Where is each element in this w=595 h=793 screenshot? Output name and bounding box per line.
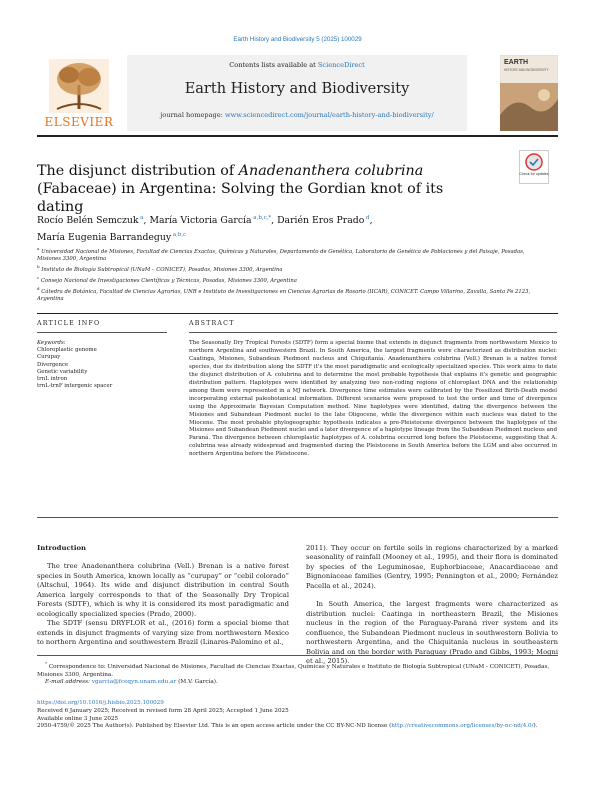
article-info-rule (37, 313, 558, 314)
correspondence-text (37, 660, 558, 679)
footnote-rule (37, 655, 558, 656)
doi-link[interactable]: https://doi.org/10.1016/j.hisbio.2025.100029 (37, 700, 164, 706)
body-column-right (306, 544, 558, 666)
article-info-underline (37, 332, 167, 333)
author-affiliation-marker[interactable]: a,b,c (171, 232, 187, 239)
keyword-item: Curupay (37, 354, 61, 361)
keyword-item: Genetic variability (37, 368, 88, 375)
affiliation-text: Cátedra de Botánica, Facultad de Ciencias Agrarias, UNR e Instituto de Investigaciones en Ciencias Agrarias de Rosario (IICAR), CONICET. Campo Villarino, Zavalla, Santa Fe 2123, Argentina (37, 288, 531, 303)
footnote-asterisk: * (45, 661, 47, 666)
elsevier-logo[interactable] (37, 55, 121, 131)
sciencedirect-link[interactable]: ScienceDirect (317, 61, 365, 69)
affiliation-marker: d (37, 286, 40, 292)
affiliation-item (37, 263, 537, 274)
affiliation-text: Universidad Nacional de Misiones, Facultad de Ciencias Exactas, Químicas y Naturales, Departamento de Genética, Laboratorio de Genética de Poblaciones y del Paisaje, Posadas, Misiones 3300, Argentina (37, 248, 525, 262)
intro-paragraph-2: The SDTF (sensu DRYFLOR et al., (2016) form a special biome that extends in disjunct fragments of varying size from northwestern Mexico to northern Argentina and southwestern Brazil (Linares-Palomino et al., (37, 619, 289, 647)
keywords-label: Keywords: (37, 340, 66, 346)
homepage-link[interactable]: www.sciencedirect.com/journal/earth-history-and-biodiversity/ (225, 111, 434, 119)
keyword-item: trnL intron (37, 376, 68, 383)
affiliation-text: Consejo Nacional de Investigaciones Científicas y Técnicas, Posadas, Misiones 3300, Argentina (39, 277, 297, 284)
affiliation-item (37, 245, 537, 263)
intro-paragraph-3: 2011). They occur on fertile soils in regions characterized by a marked seasonality of rainfall (Mooney et al., 1995), and their flora is dominated by species of the Leguminosae, Euphorbiaceae, Anacardiaceae and Bignoniaceae families (Gentry, 1995; Pennington et al., 2000; Fernández Pacella et al., 2024). (306, 544, 558, 590)
intro-paragraph-4: In South America, the largest fragments were characterized as distribution nuclei: Caatinga in northeastern Brazil, the Misiones nucleus in the region of the Paraguay-Paraná river system and its confluence, the Subandean Piedmont nucleus in southwestern Bolivia to northwestern Argentina, and the Chiquitanía nucleus in southeastern Bolivia and on the border with Paraguay (Prado and Gibbs, 1993; Mogni et al., 2015). (306, 600, 558, 665)
available-online-date: Available online 3 June 2025 (37, 715, 119, 722)
journal-header (37, 55, 558, 133)
header-rule (37, 135, 558, 137)
cover-title: EARTH (504, 59, 529, 66)
correspondence-footnote (37, 660, 558, 687)
keyword-item: trnL-trnF intergenic spacer (37, 383, 113, 390)
journal-citation-link[interactable]: Earth History and Biodiversity 5 (2025) 100029 (233, 36, 362, 43)
keyword-item: Chloroplastic genome (37, 347, 97, 354)
introduction-heading: Introduction (37, 544, 87, 552)
article-footer (37, 700, 558, 731)
correspondence-line: Correspondence to: Universidad Nacional de Misiones, Facultad de Ciencias Exactas, Químicas y Naturales e Instituto de Biología Subtropical (UNaM - CONICET), Posadas, Misiones 3300, Argentina. (37, 663, 550, 678)
journal-name: Earth History and Biodiversity (184, 81, 410, 97)
homepage-prefix: journal homepage: (160, 111, 225, 119)
check-updates-icon (519, 150, 549, 184)
cover-image-icon (500, 55, 558, 131)
abstract-underline (189, 332, 557, 333)
email-suffix: (M.V. García). (178, 679, 218, 686)
affiliation-item (37, 274, 537, 285)
author-name[interactable]: María Victoria García (149, 215, 252, 227)
author-name[interactable]: María Eugenia Barrandeguy (37, 232, 172, 244)
author-separator: , (271, 215, 278, 227)
author-affiliation-marker[interactable]: a,b,c,* (251, 215, 272, 221)
affiliation-item (37, 285, 537, 303)
abstract-text: The Seasonally Dry Tropical Forests (SDTF) form a special biome that extends in disjunct fragments from northwestern Mexico to northern Argentina and southwestern Brazil. In South America, the largest fragments were characterized as distribution nuclei: Caatinga, Misiones, Subandean Piedmont nucleus and Chiquitanía. Anadenanthera colubrina (Vell.) Brenan is a native forest species, due its distribution along the SDTF it’s the most paradigmatic and ecologically specialized species. This work aims to date the disjunct distribution of A. colubrina and to determine the most probable hypothesis that explains it’s genetic and geographic distribution pattern. Haplotypes were identified by analyzing two non-coding regions of chloroplast DNA and the relationship among them were represented in a MJ network. Divergence time estimates were calibrated by the Fossilized Birth-Death model incorporating external paleobotanical information. Different scenarios were proposed to test the order and time of divergence using the Approximate Bayesian Computation method. Nine haplotypes were identified, dating the divergence between the Misiones and Subandean Piedmont nuclei to the late Oligocene, while the divergence within each nucleus was dated to the Miocene. The most probable phylogeographic hypothesis indicates a pre-Pleistocene divergence between the haplotypes of the Misiones and Subandean Piedmont nuclei and a later divergence of a haplotype lineage from the Subandean Piedmont nucleus and Paraná. The divergence between chloroplastic haplotypes of A. colubrina occurred long before the Pleistocene, suggesting that A. colubrina was already widespread and fragmented during the Pleistocene in South America before the LGM and also occurred in northern Argentina before the Pleistocene. (189, 340, 557, 458)
title-part2: (Fabaceae) in Argentina: Solving the Gordian knot of its dating (37, 181, 444, 215)
affiliation-text: Instituto de Biología Subtropical (UNaM – CONICET), Posadas, Misiones 3300, Argentina (39, 266, 283, 273)
email-link[interactable]: vgarcia@fceqyn.unam.edu.ar (91, 679, 177, 686)
license-link[interactable]: http://creativecommons.org/licenses/by-nc-nd/4.0/ (391, 723, 534, 730)
author-affiliation-marker[interactable]: a (138, 215, 144, 221)
author-separator: , (143, 215, 150, 227)
keywords-list (37, 347, 167, 390)
abstract-bottom-rule (37, 517, 558, 518)
homepage-line (127, 111, 467, 119)
keyword-item: Divergence (37, 361, 69, 368)
author-affiliation-marker[interactable]: d (364, 215, 370, 221)
masthead-box (127, 55, 467, 131)
intro-paragraph-1: The tree Anadenanthera colubrina (Vell.) Brenan is a native forest species in South America, known locally as “curupay” or “cebil colorado” (Altschul, 1964). Its wide and disjunct distribution in central South America largely corresponds to that of the Seasonally Dry Tropical Forests (SDTF), which is why it is considered its most paradigmatic and ecologically specialized species (Prado, 2000). (37, 562, 289, 618)
contents-prefix: Contents lists available at (229, 61, 318, 69)
keywords-block (37, 340, 167, 390)
author-name[interactable]: Darién Eros Prado (277, 215, 365, 227)
email-label: E-mail address: (45, 679, 90, 686)
license-suffix: ). (533, 723, 538, 730)
received-dates: Received 6 January 2025; Received in revised form 28 April 2025; Accepted 1 June 2025 (37, 707, 289, 714)
elsevier-wordmark: ELSEVIER (44, 115, 114, 129)
article-info-heading: ARTICLE INFO (37, 320, 101, 327)
check-updates-label: Check for updates (519, 172, 549, 176)
cover-subtitle: HISTORY AND BIODIVERSITY (504, 68, 549, 72)
author-separator: , (369, 215, 373, 227)
email-line (37, 679, 558, 687)
affiliation-marker: b (37, 264, 40, 270)
journal-cover-thumbnail[interactable] (500, 55, 558, 131)
author-list (37, 211, 537, 245)
license-prefix: 2950-4759/© 2025 The Author(s). Published by Elsevier Ltd. This is an open access article under the CC BY-NC-ND license ( (37, 723, 392, 730)
affiliation-marker: a (37, 246, 40, 251)
author-name[interactable]: Rocío Belén Semczuk (37, 215, 139, 227)
title-part1: The disjunct distribution of (37, 163, 239, 179)
body-column-left (37, 544, 289, 648)
contents-line (127, 61, 467, 69)
title-species: Anadenanthera colubrina (238, 163, 424, 179)
article-title (37, 162, 477, 216)
abstract-heading: ABSTRACT (189, 320, 235, 327)
check-for-updates-badge[interactable] (519, 150, 549, 184)
affiliation-marker: c (37, 275, 40, 281)
affiliation-list (37, 245, 537, 303)
license-line (37, 723, 558, 731)
